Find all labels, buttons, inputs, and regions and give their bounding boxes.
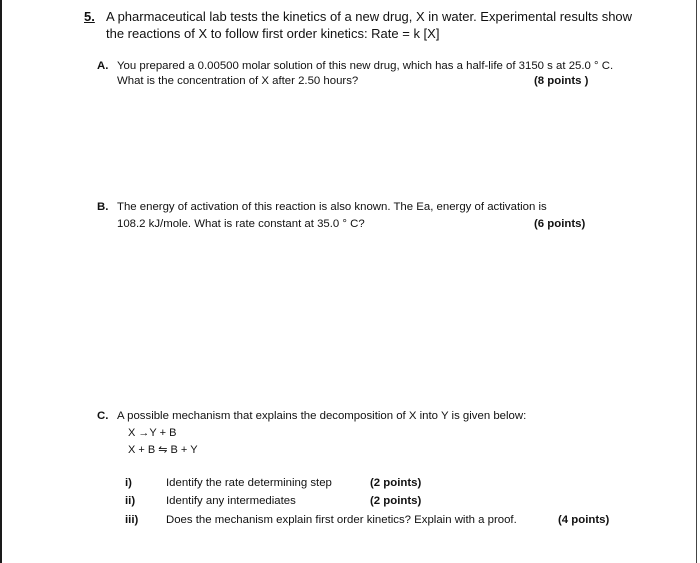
subpart-numeral: iii): [125, 514, 139, 526]
question-text-line-2: the reactions of X to follow first order kinetics: Rate = k [X]: [106, 26, 440, 41]
subpart-text: Identify the rate determining step: [166, 477, 332, 489]
part-a-text-line-2: What is the concentration of X after 2.50 hours?: [117, 75, 359, 87]
part-a-text-line-1: You prepared a 0.00500 molar solution of this new drug, which has a half-life of 3150 s at 25.0 ° C.: [117, 60, 614, 72]
subpart-numeral: ii): [125, 495, 136, 507]
subpart-text: Does the mechanism explain first order kinetics? Explain with a proof.: [166, 514, 517, 526]
part-b-text-line-2: 108.2 kJ/mole. What is rate constant at 35.0 ° C?: [117, 218, 365, 230]
question-text-line-1: A pharmaceutical lab tests the kinetics of a new drug, X in water. Experimental results show: [106, 9, 633, 24]
subpart-points: (2 points): [370, 477, 422, 489]
subpart-points: (4 points): [558, 514, 610, 526]
part-c-text-line-1: A possible mechanism that explains the decomposition of X into Y is given below:: [117, 410, 527, 422]
subpart-numeral: i): [125, 477, 132, 489]
subpart-text: Identify any intermediates: [166, 495, 296, 507]
page-left-edge: [0, 0, 2, 563]
part-a-letter: A.: [97, 60, 109, 72]
page-right-edge: [696, 0, 697, 563]
part-b-letter: B.: [97, 201, 109, 213]
part-a-points: (8 points ): [534, 75, 589, 87]
part-c-letter: C.: [97, 410, 109, 422]
part-b-points: (6 points): [534, 218, 586, 230]
part-b-text-line-1: The energy of activation of this reaction is also known. The Ea, energy of activation is: [117, 201, 547, 213]
mechanism-step-2: X + B ⇋ B + Y: [128, 444, 198, 456]
subpart-points: (2 points): [370, 495, 422, 507]
mechanism-step-1: X →Y + B: [128, 427, 177, 439]
question-number: 5.: [84, 9, 95, 24]
